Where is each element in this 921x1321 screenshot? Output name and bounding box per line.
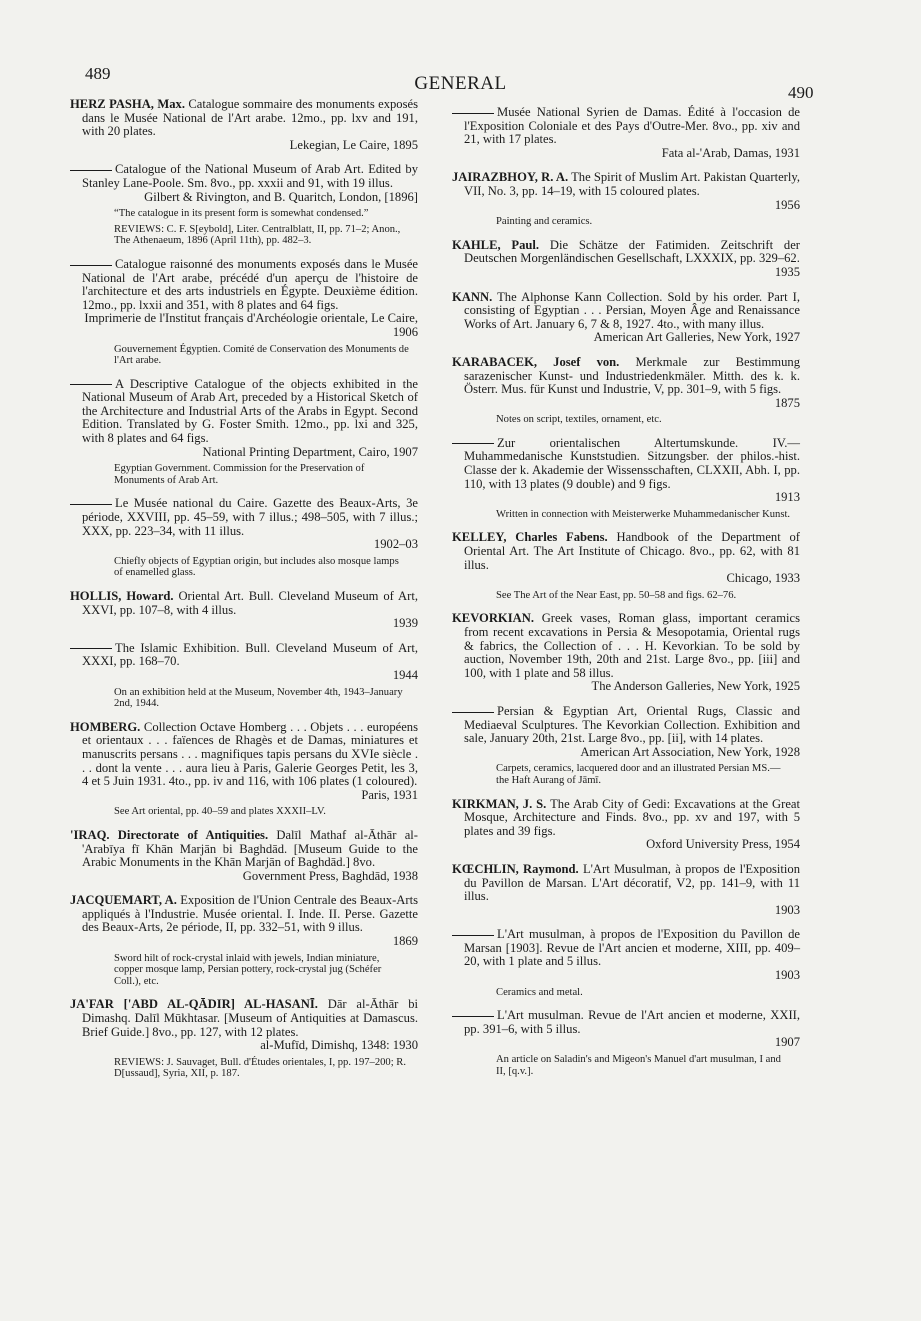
bibliography-entry — [70, 590, 418, 631]
running-head: GENERAL — [414, 73, 507, 94]
entry-author: KŒCHLIN, Raymond. — [452, 861, 579, 876]
ditto-dash — [452, 935, 494, 936]
entry-publisher: The Anderson Galleries, New York, 1925 — [591, 679, 800, 694]
entry-author: KAHLE, Paul. — [452, 237, 540, 252]
entry-publisher: 1939 — [392, 616, 418, 631]
entry-author: JA'FAR ['ABD AL-QĀDIR] AL-HASANĪ. — [70, 997, 318, 1012]
entry-note: On an exhibition held at the Museum, November 4th, 1943–January 2nd, 1944. — [114, 686, 403, 710]
entry-title: Le Musée national du Caire. Gazette des Beaux-Arts, 3e période, XXVIII, pp. 45–59, with 7 illus.; 498–505, with 7 illus.; XXX, pp. 223–34, with 11 illus. — [82, 496, 418, 538]
ditto-dash — [70, 265, 112, 266]
entry-publisher: 1869 — [392, 934, 418, 949]
entry-publisher: 1907 — [774, 1035, 800, 1050]
entry-text — [70, 998, 418, 1039]
entry-text — [452, 106, 800, 147]
entry-author: KIRKMAN, J. S. — [452, 796, 547, 811]
entry-note: An article on Saladin's and Migeon's Manuel d'art musulman, I and II, [q.v.]. — [496, 1054, 781, 1077]
bibliography-entry — [70, 98, 418, 152]
entry-publisher: American Art Association, New York, 1928 — [580, 744, 800, 759]
entry-author: KARABACEK, Josef von. — [452, 354, 620, 369]
entry-text — [70, 642, 418, 669]
entry-text — [452, 291, 800, 332]
entry-title: Collection Octave Homberg . . . Objets . . . européens et orientaux . . . faïences de Rhagès et de Damas, miniatures et manuscrits persans . . . magnifiques tapis persans du XVIe siècle . . . dont la vente . . . aura lieu à Paris, Galerie Georges Petit, les 3, 4 et 5 Juin 1931. 4to., pp. iv and 116, with 106 plates (1 coloured). — [82, 719, 418, 789]
bibliography-entry — [452, 171, 800, 227]
entry-author: JAIRAZBHOY, R. A. — [452, 170, 569, 185]
ditto-dash — [70, 384, 112, 385]
entry-publisher: 1956 — [774, 197, 800, 212]
entry-title: Oriental Art. Bull. Cleveland Museum of Art, XXVI, pp. 107–8, with 4 illus. — [82, 589, 418, 617]
page-number-left: 489 — [85, 64, 111, 83]
entry-title: A Descriptive Catalogue of the objects exhibited in the National Museum of Arab Art, preceded by a Historical Sketch of the Architecture and Industrial Arts of the Arabs in Egypt. Second Edition. Translated by G. Foster Smith. 12mo., pp. lxi and 325, with 8 plates and 64 figs. — [82, 376, 418, 446]
entry-note: Ceramics and metal. — [496, 986, 583, 998]
entry-title: Merkmale zur Bestimmung sarazenischer Kunst- und Industriedenkmäler. Mitth. des k. k. Österr. Mus. für Kunst und Industrie, V, pp. 301–9, with 5 figs. — [464, 354, 800, 397]
entry-title: The Alphonse Kann Collection. Sold by his order. Part I, consisting of Egyptian . . . Persian, Moyen Âge and Renaissance Works of Art. January 6, 7 & 8, 1927. 4to., with many illus. — [464, 289, 800, 331]
ditto-dash — [70, 170, 112, 171]
entry-title: Musée National Syrien de Damas. Édité à l'occasion de l'Exposition Coloniale et des Pays d'Outre-Mer. 8vo., pp. xiv and 21, with 17 plates. — [464, 105, 800, 147]
entry-title: The Spirit of Muslim Art. Pakistan Quarterly, VII, No. 3, pp. 14–19, with 15 coloured plates. — [464, 170, 800, 198]
entry-note: REVIEWS: J. Sauvaget, Bull. d'Études orientales, I, pp. 197–200; R. D[ussaud], Syria, XII, p. 187. — [114, 1056, 407, 1080]
left-column — [70, 98, 418, 1091]
entry-text — [452, 1009, 800, 1036]
entry-author: 'IRAQ. Directorate of Antiquities. — [70, 827, 269, 842]
entry-author: HOMBERG. — [70, 719, 141, 734]
page-number-right: 490 — [788, 83, 814, 102]
entry-title: L'Art musulman. Revue de l'Art ancien et moderne, XXII, pp. 391–6, with 5 illus. — [464, 1008, 800, 1036]
entry-note: REVIEWS: C. F. S[eybold], Liter. Centralblatt, II, pp. 71–2; Anon., The Athenaeum, 1896 (April 11th), pp. 482–3. — [114, 223, 401, 247]
entry-title: Exposition de l'Union Centrale des Beaux-Arts appliqués à l'Industrie. Musée oriental. I. Inde. II. Perse. Gazette des Beaux-Arts, 2e période, II, pp. 332–51, with 9 illus. — [82, 893, 418, 935]
entry-text — [70, 378, 418, 446]
entry-title: L'Art musulman, à propos de l'Exposition du Pavillon de Marsan [1903]. Revue de l'Art ancien et moderne, XIII, pp. 409–20, with 1 plate and 5 illus. — [464, 927, 800, 969]
entry-publisher: Paris, 1931 — [361, 787, 418, 802]
ditto-dash — [452, 443, 494, 444]
entry-publisher: Chicago, 1933 — [726, 571, 800, 586]
entry-text — [70, 829, 418, 870]
entry-publisher: Oxford University Press, 1954 — [646, 837, 800, 852]
ditto-dash — [452, 113, 494, 114]
entry-publisher: 1902–03 — [373, 537, 418, 552]
entry-text — [452, 612, 800, 680]
entry-note: See The Art of the Near East, pp. 50–58 and figs. 62–76. — [496, 589, 737, 601]
entry-title: Catalogue raisonné des monuments exposés dans le Musée National de l'Art arabe, précédé d'un aperçu de l'histoire de l'architecture et des arts industriels en Égypte. Deuxième édition. 12mo., pp. lxxii and 351, with 8 plates and 64 figs. — [82, 256, 418, 312]
entry-author: KANN. — [452, 289, 493, 304]
entry-text — [70, 98, 418, 139]
entry-text — [452, 356, 800, 397]
entry-text — [452, 437, 800, 491]
entry-title: Persian & Egyptian Art, Oriental Rugs, Classic and Mediaeval Sculptures. The Kevorkian Collection. Exhibition and sale, January 20th, 21st. Large 8vo., pp. [ii], with 14 plates. — [464, 703, 800, 746]
entry-publisher: 1903 — [774, 968, 800, 983]
entry-publisher: Imprimerie de l'Institut français d'Archéologie orientale, Le Caire, 1906 — [84, 311, 418, 339]
bibliography-entry — [452, 798, 800, 852]
entry-note: Egyptian Government. Commission for the Preservation of Monuments of Arab Art. — [114, 463, 365, 486]
entry-text — [452, 531, 800, 572]
entry-note: Notes on script, textiles, ornament, etc. — [496, 414, 662, 426]
entry-title: Die Schätze der Fatimiden. Zeitschrift der Deutschen Morgenländischen Gesellschaft, LXXXIX, pp. 329–62. — [464, 237, 800, 266]
ditto-dash — [452, 1016, 494, 1017]
bibliography-entry — [452, 531, 800, 601]
entry-publisher: Lekegian, Le Caire, 1895 — [289, 137, 418, 152]
bibliography-entry — [452, 437, 800, 521]
bibliography-entry — [452, 612, 800, 694]
entry-title: Dār al-Āthār bi Dimashq. Dalīl Mūkhtasar. [Museum of Antiquities at Damascus. Brief Guide.] 8vo., pp. 127, with 12 plates. — [82, 997, 418, 1039]
entry-author: KELLEY, Charles Fabens. — [452, 530, 608, 545]
entry-text — [70, 258, 418, 312]
entry-text — [452, 863, 800, 904]
entry-publisher: al-Mufīd, Dimishq, 1348: 1930 — [260, 1038, 418, 1053]
bibliography-entry — [70, 163, 418, 247]
entry-publisher: National Printing Department, Cairo, 1907 — [202, 444, 418, 459]
entry-title: Catalogue of the National Museum of Arab Art. Edited by Stanley Lane-Poole. Sm. 8vo., pp. xxxii and 91, with 19 illus. — [82, 162, 418, 190]
bibliography-entry — [70, 258, 418, 367]
entry-publisher: 1875 — [774, 395, 800, 410]
entry-author: JACQUEMART, A. — [70, 893, 177, 908]
entry-note: Written in connection with Meisterwerke Muhammedanischer Kunst. — [496, 508, 791, 520]
entry-text — [70, 497, 418, 538]
bibliography-entry — [70, 894, 418, 987]
entry-publisher: Gilbert & Rivington, and B. Quaritch, London, [1896] — [144, 189, 418, 204]
entry-publisher: Fata al-'Arab, Damas, 1931 — [661, 145, 800, 160]
entry-note: Gouvernement Égyptien. Comité de Conservation des Monuments de l'Art arabe. — [114, 343, 409, 367]
bibliography-entry — [70, 721, 418, 818]
entry-author: HOLLIS, Howard. — [70, 589, 174, 603]
entry-publisher: 1944 — [392, 667, 418, 682]
entry-note: Chiefly objects of Egyptian origin, but includes also mosque lamps of enamelled glass. — [114, 555, 399, 579]
bibliography-entry — [70, 998, 418, 1080]
entry-title: L'Art Musulman, à propos de l'Exposition du Pavillon de Marsan. L'Art décoratif, V2, pp. 141–9, with 11 illus. — [464, 861, 801, 904]
bibliography-entry — [452, 239, 800, 280]
entry-note: See Art oriental, pp. 40–59 and plates XXXII–LV. — [114, 806, 326, 818]
entry-note: “The catalogue in its present form is somewhat condensed.” — [114, 208, 369, 220]
bibliography-entry — [452, 1009, 800, 1077]
ditto-dash — [70, 504, 112, 505]
bibliography-entry — [452, 863, 800, 917]
entry-text — [70, 163, 418, 190]
entry-author: KEVORKIAN. — [452, 611, 534, 626]
entry-title: The Arab City of Gedi: Excavations at the Great Mosque, Architecture and Finds. 8vo., pp. xv and 197, with 5 plates and 39 figs. — [464, 796, 801, 838]
ditto-dash — [70, 648, 112, 649]
entry-note: Sword hilt of rock-crystal inlaid with jewels, Indian miniature, copper mosque lamp, Persian pottery, rock-crystal jug (Schéfer Coll.), etc. — [114, 952, 382, 987]
entry-note: Carpets, ceramics, lacquered door and an illustrated Persian MS.—the Haft Aurang of Jāmī. — [496, 763, 781, 786]
bibliography-entry — [452, 928, 800, 998]
entry-publisher: Government Press, Baghdād, 1938 — [242, 868, 418, 883]
entry-text — [70, 590, 418, 617]
entry-author: HERZ PASHA, Max. — [70, 97, 185, 111]
entry-title: Dalīl Mathaf al-Āthār al-'Arabīya fī Khān Marjān bi Baghdād. [Museum Guide to the Arabic Monuments in the Khān Marjān of Baghdād.] 8vo. — [82, 827, 418, 870]
entry-text — [452, 239, 800, 266]
entry-title: Zur orientalischen Altertumskunde. IV.—Muhammedanische Kunststudien. Sitzungsber. der philos.-hist. Classe der k. Akademie der Wissensschaften, CLXXII, Abh. I, pp. 110, with 13 plates (9 double) and 9 figs. — [464, 435, 800, 491]
entry-title: Handbook of the Department of Oriental Art. The Art Institute of Chicago. 8vo., pp. 62, with 81 illus. — [464, 530, 800, 572]
bibliography-entry — [70, 378, 418, 487]
entry-text — [452, 171, 800, 198]
bibliography-entry — [452, 356, 800, 426]
entry-text — [70, 894, 418, 935]
bibliography-entry — [452, 291, 800, 345]
bibliography-entry — [70, 497, 418, 579]
ditto-dash — [452, 712, 494, 713]
bibliography-entry — [70, 829, 418, 883]
entry-publisher: 1903 — [774, 902, 800, 917]
entry-text — [452, 798, 800, 839]
entry-note: Painting and ceramics. — [496, 216, 593, 228]
entry-text — [70, 721, 418, 789]
entry-title: Greek vases, Roman glass, important ceramics from recent excavations in Persia & Mesopotamia, Oriental rugs & fabrics, the Collection of . . . H. Kevorkian. To be sold by auction, November 19th, 20th and 21st. Large 8vo., pp. [iii] and 100, with 1 plate and 58 illus. — [464, 611, 800, 680]
bibliography-entry — [452, 106, 800, 160]
entry-publisher: 1935 — [774, 264, 800, 279]
entry-title: The Islamic Exhibition. Bull. Cleveland Museum of Art, XXXI, pp. 168–70. — [82, 640, 418, 669]
entry-text — [452, 705, 800, 746]
entry-text — [452, 928, 800, 969]
entry-title: Catalogue sommaire des monuments exposés dans le Musée National de l'Art arabe. 12mo., pp. lxv and 191, with 20 plates. — [82, 97, 418, 139]
entry-publisher: American Art Galleries, New York, 1927 — [593, 330, 800, 345]
bibliography-entry — [452, 705, 800, 787]
right-column — [452, 106, 800, 1088]
bibliography-entry — [70, 642, 418, 710]
entry-publisher: 1913 — [774, 490, 800, 505]
